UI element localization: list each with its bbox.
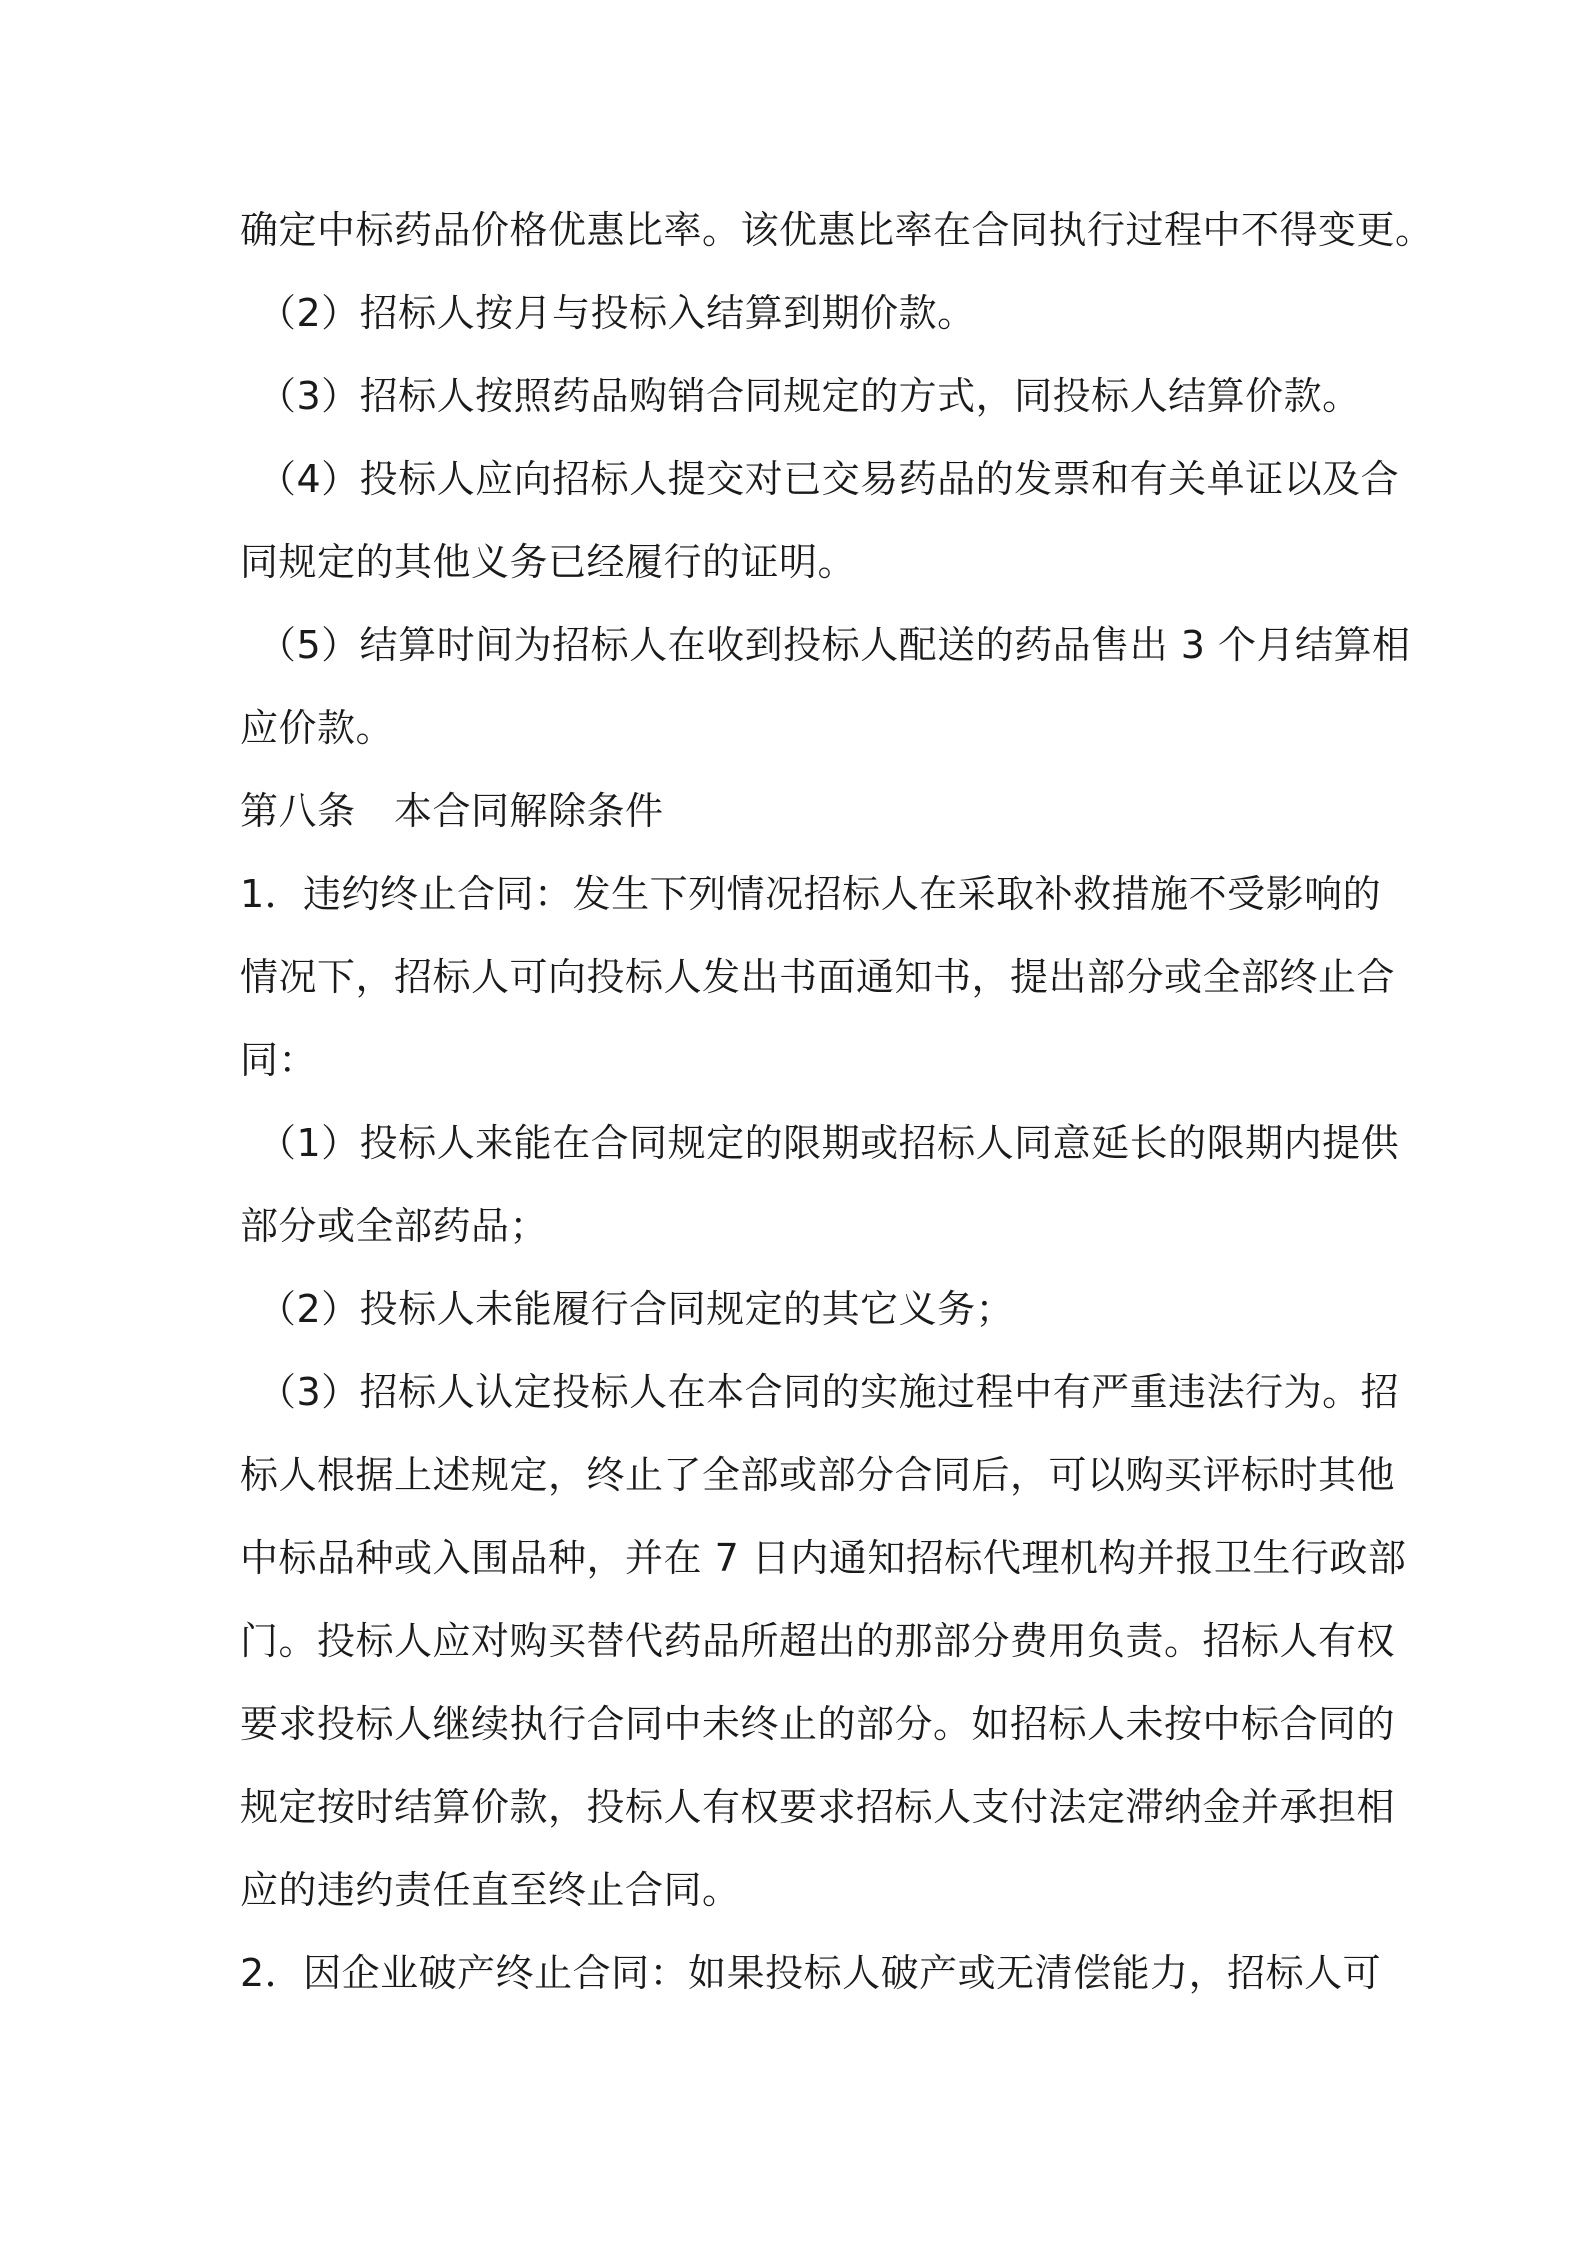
text-line: 应的违约责任直至终止合同。: [240, 1868, 741, 1912]
text-line: 同规定的其他义务已经履行的证明。: [240, 540, 857, 584]
text-line: 同：: [240, 1038, 318, 1082]
text-line: （1）投标人来能在合同规定的限期或招标人同意延长的限期内提供: [258, 1121, 1400, 1165]
text-line: 门。投标人应对购买替代药品所超出的那部分费用负责。招标人有权: [240, 1619, 1396, 1663]
text-line: 确定中标药品价格优惠比率。该优惠比率在合同执行过程中不得变更。: [240, 208, 1434, 252]
text-line: 中标品种或入围品种，并在 7 日内通知招标代理机构并报卫生行政部: [240, 1536, 1407, 1580]
text-line: （5）结算时间为招标人在收到投标人配送的药品售出 3 个月结算相: [258, 623, 1411, 667]
text-line: （2）招标人按月与投标入结算到期价款。: [258, 291, 976, 335]
text-line: 要求投标人继续执行合同中未终止的部分。如招标人未按中标合同的: [240, 1702, 1396, 1746]
text-line: 规定按时结算价款，投标人有权要求招标人支付法定滞纳金并承担相: [240, 1785, 1396, 1829]
text-line: （2）投标人未能履行合同规定的其它义务；: [258, 1287, 1015, 1331]
text-line: （4）投标人应向招标人提交对已交易药品的发票和有关单证以及合: [258, 457, 1400, 501]
text-line: 2．因企业破产终止合同：如果投标人破产或无清偿能力，招标人可: [240, 1951, 1382, 1995]
text-line: 情况下，招标人可向投标人发出书面通知书，提出部分或全部终止合: [240, 955, 1396, 999]
text-line: 部分或全部药品；: [240, 1204, 549, 1248]
text-line: 1．违约终止合同：发生下列情况招标人在采取补救措施不受影响的: [240, 872, 1382, 916]
text-line: 标人根据上述规定，终止了全部或部分合同后，可以购买评标时其他: [240, 1453, 1396, 1497]
text-line: （3）招标人按照药品购销合同规定的方式，同投标人结算价款。: [258, 374, 1361, 418]
text-line: 应价款。: [240, 706, 395, 750]
section-heading: 第八条 本合同解除条件: [240, 789, 664, 833]
text-line: （3）招标人认定投标人在本合同的实施过程中有严重违法行为。招: [258, 1370, 1400, 1414]
